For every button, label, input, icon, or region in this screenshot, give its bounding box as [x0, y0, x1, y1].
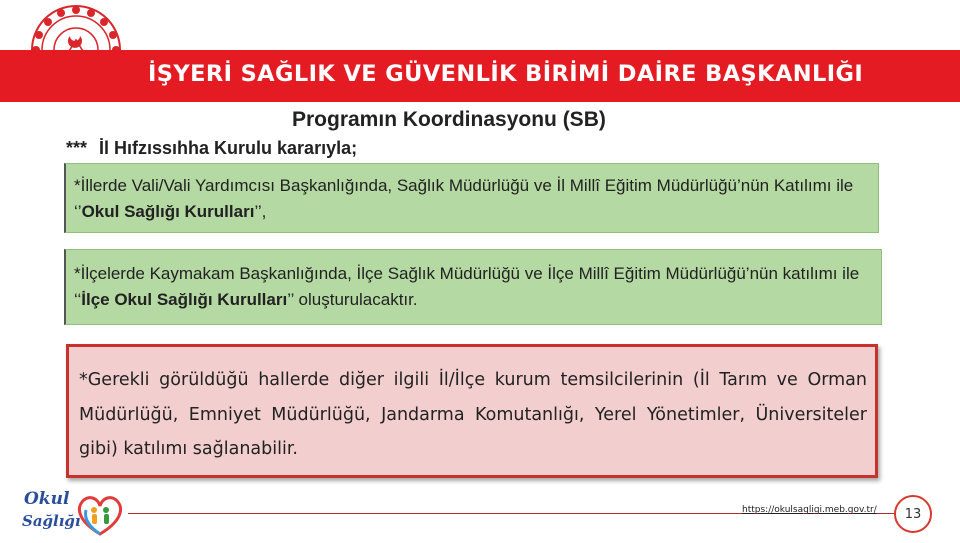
box1-text-a: *İllerde Vali/Vali Yardımcısı Başkanlığında, Sağlık Müdürlüğü ve İl Millî Eğitim Müdürlüğü’nün Katılımı ile ‘’ [74, 176, 854, 221]
intro-line [66, 138, 357, 159]
province-board-box [64, 163, 879, 233]
box2-text-a: *İlçelerde Kaymakam Başkanlığında, İlçe Sağlık Müdürlüğü ve İlçe Millî Eğitim Müdürlüğü’nün katılımı ile ‘‘ [74, 264, 860, 309]
box2-bold: İlçe Okul Sağlığı Kurulları [81, 290, 288, 309]
brand-line2: Sağlığı [22, 512, 81, 530]
box2-text-b: ’’ oluşturulacaktır. [287, 290, 418, 309]
note-text: *Gerekli görüldüğü hallerde diğer ilgili İl/İlçe kurum temsilcilerinin (İl Tarım ve Orman Müdürlüğü, Emniyet Müdürlüğü, Jandarma Komutanlığı, Yerel Yönetimler, Üniversiteler gibi) katılımı sağlanabilir. [79, 370, 867, 459]
district-board-box [64, 249, 882, 325]
header-banner [0, 50, 960, 102]
box1-text-b: ’’, [254, 202, 267, 221]
box1-bold: Okul Sağlığı Kurulları [81, 202, 255, 221]
footer-url-link[interactable]: https://okulsagligi.meb.gov.tr/ [742, 505, 877, 515]
note-box [66, 344, 878, 478]
intro-stars: *** [66, 138, 88, 158]
header-title: İŞYERİ SAĞLIK VE GÜVENLİK BİRİMİ DAİRE BAŞKANLIĞI [148, 61, 864, 87]
slide-subtitle: Programın Koordinasyonu (SB) [292, 108, 606, 131]
page-number: 13 [894, 495, 932, 533]
intro-text: İl Hıfzıssıhha Kurulu kararıyla; [99, 138, 358, 158]
heart-children-icon [18, 480, 122, 538]
brand-line1: Okul [24, 489, 70, 509]
